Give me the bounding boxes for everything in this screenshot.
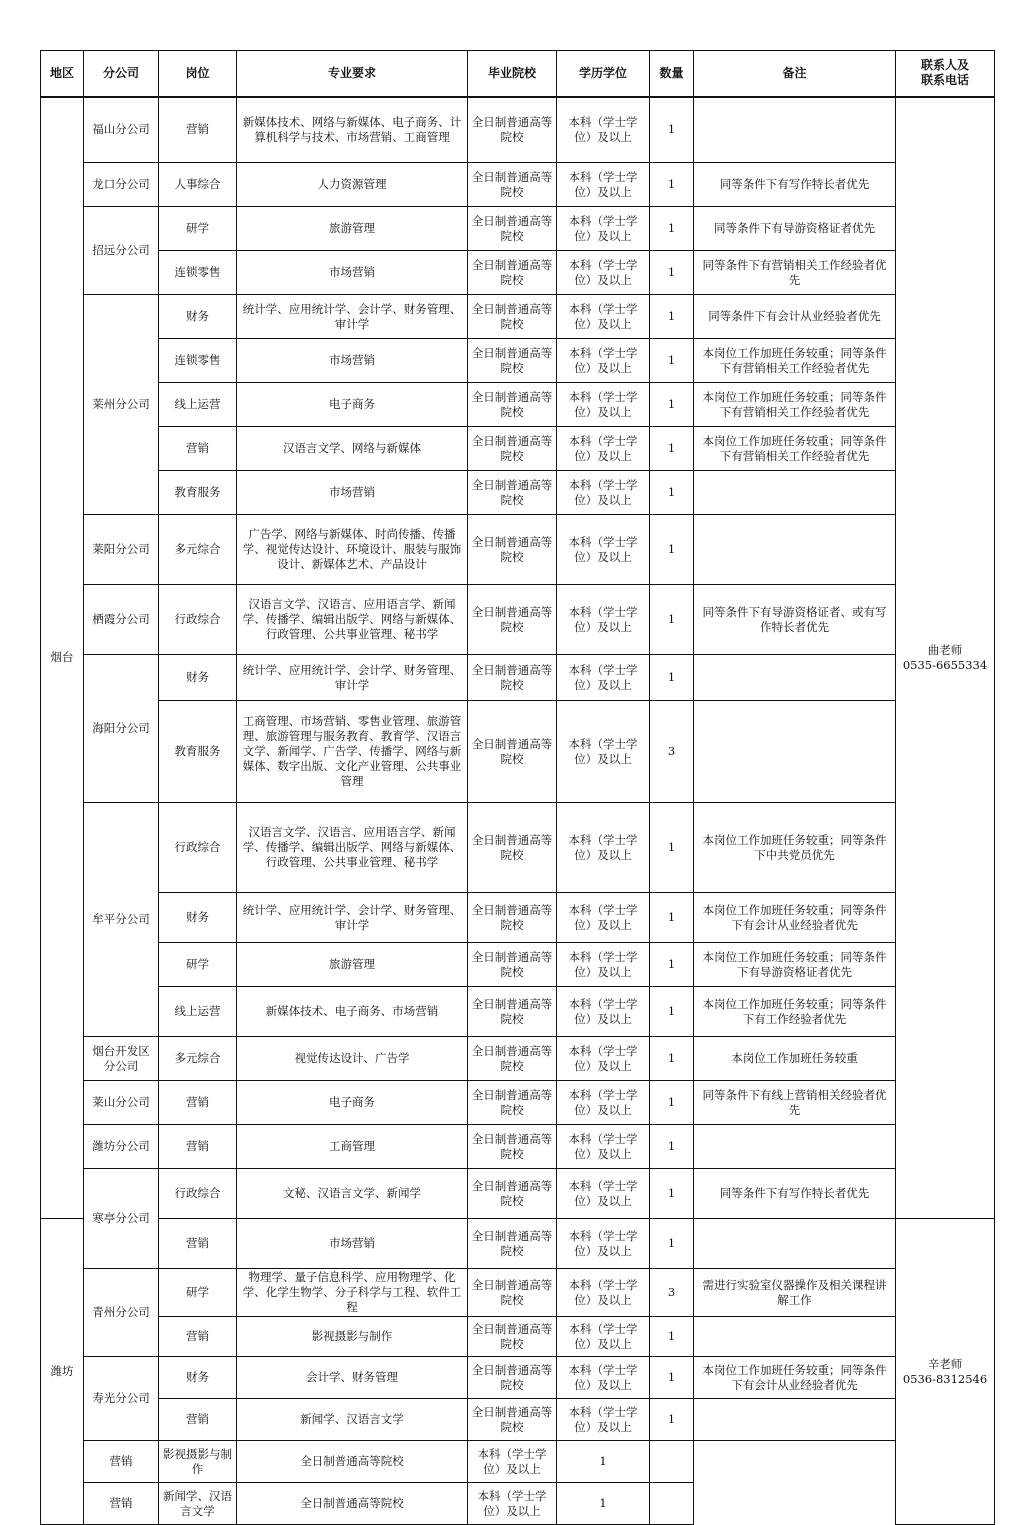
count-cell: 1	[650, 339, 694, 383]
note-cell	[694, 701, 896, 803]
post-cell: 多元综合	[159, 515, 237, 585]
note-cell: 本岗位工作加班任务较重；同等条件下有营销相关工作经验者优先	[694, 383, 896, 427]
table-row	[41, 515, 995, 585]
count-cell: 1	[650, 207, 694, 251]
post-cell: 连锁零售	[159, 251, 237, 295]
header-school: 毕业院校	[468, 51, 557, 97]
degree-cell: 本科（学士学位）及以上	[557, 295, 650, 339]
post-cell: 营销	[159, 1399, 237, 1441]
note-cell: 需进行实验室仪器操作及相关课程讲解工作	[694, 1269, 896, 1317]
school-cell: 全日制普通高等院校	[468, 585, 557, 655]
degree-cell: 本科（学士学位）及以上	[557, 987, 650, 1037]
degree-cell: 本科（学士学位）及以上	[557, 893, 650, 943]
post-cell: 线上运营	[159, 383, 237, 427]
major-cell: 统计学、应用统计学、会计学、财务管理、审计学	[237, 655, 468, 701]
note-cell: 同等条件下有写作特长者优先	[694, 1169, 896, 1219]
note-cell: 同等条件下有营销相关工作经验者优先	[694, 251, 896, 295]
degree-cell: 本科（学士学位）及以上	[557, 1081, 650, 1125]
school-cell: 全日制普通高等院校	[468, 1399, 557, 1441]
region-cell: 烟台	[41, 97, 84, 1219]
major-cell: 旅游管理	[237, 207, 468, 251]
note-cell: 本岗位工作加班任务较重；同等条件下有营销相关工作经验者优先	[694, 427, 896, 471]
branch-cell: 莱阳分公司	[84, 515, 159, 585]
note-cell	[694, 515, 896, 585]
major-cell: 人力资源管理	[237, 163, 468, 207]
major-cell: 广告学、网络与新媒体、时尚传播、传播学、视觉传达设计、环境设计、服装与服饰设计、新媒体艺术、产品设计	[237, 515, 468, 585]
branch-cell: 招远分公司	[84, 207, 159, 295]
table-row	[41, 1399, 995, 1441]
degree-cell: 本科（学士学位）及以上	[557, 655, 650, 701]
degree-cell: 本科（学士学位）及以上	[557, 1357, 650, 1399]
post-cell: 线上运营	[159, 987, 237, 1037]
count-cell: 1	[650, 1037, 694, 1081]
count-cell: 1	[650, 97, 694, 163]
post-cell: 营销	[159, 1125, 237, 1169]
table-row	[41, 943, 995, 987]
count-cell: 1	[650, 471, 694, 515]
major-cell: 汉语言文学、汉语言、应用语言学、新闻学、传播学、编辑出版学、网络与新媒体、行政管理、公共事业管理、秘书学	[237, 585, 468, 655]
contact-phone: 0536-8312546	[902, 1371, 988, 1386]
count-cell: 1	[650, 803, 694, 893]
note-cell	[694, 1125, 896, 1169]
major-cell: 会计学、财务管理	[237, 1357, 468, 1399]
school-cell: 全日制普通高等院校	[468, 987, 557, 1037]
note-cell: 本岗位工作加班任务较重；同等条件下中共党员优先	[694, 803, 896, 893]
post-cell: 研学	[159, 207, 237, 251]
count-cell: 1	[650, 1357, 694, 1399]
branch-cell: 莱山分公司	[84, 1081, 159, 1125]
major-cell: 旅游管理	[237, 943, 468, 987]
post-cell: 营销	[84, 1441, 159, 1483]
table-row	[41, 701, 995, 803]
branch-cell: 牟平分公司	[84, 803, 159, 1037]
table-row	[41, 383, 995, 427]
contact-cell	[896, 1219, 995, 1525]
branch-cell: 寿光分公司	[84, 1357, 159, 1441]
table-row	[41, 1037, 995, 1081]
table-row	[41, 163, 995, 207]
degree-cell: 本科（学士学位）及以上	[557, 97, 650, 163]
count-cell: 1	[650, 1169, 694, 1219]
post-cell: 财务	[159, 295, 237, 339]
count-cell: 1	[650, 1081, 694, 1125]
note-cell	[694, 1219, 896, 1269]
table-row	[41, 1441, 995, 1483]
note-cell	[650, 1483, 694, 1525]
note-cell: 同等条件下有线上营销相关经验者优先	[694, 1081, 896, 1125]
header-branch: 分公司	[84, 51, 159, 97]
major-cell: 新媒体技术、电子商务、市场营销	[237, 987, 468, 1037]
degree-cell: 本科（学士学位）及以上	[557, 1219, 650, 1269]
note-cell	[694, 1399, 896, 1441]
recruitment-table	[40, 50, 995, 1525]
count-cell: 1	[650, 1317, 694, 1357]
branch-cell: 寒亭分公司	[84, 1169, 159, 1269]
degree-cell: 本科（学士学位）及以上	[557, 515, 650, 585]
school-cell: 全日制普通高等院校	[468, 1219, 557, 1269]
degree-cell: 本科（学士学位）及以上	[557, 585, 650, 655]
post-cell: 财务	[159, 893, 237, 943]
degree-cell: 本科（学士学位）及以上	[557, 943, 650, 987]
post-cell: 营销	[159, 1317, 237, 1357]
post-cell: 营销	[159, 1081, 237, 1125]
post-cell: 人事综合	[159, 163, 237, 207]
major-cell: 电子商务	[237, 1081, 468, 1125]
table-row	[41, 339, 995, 383]
note-cell	[694, 471, 896, 515]
table-row	[41, 1081, 995, 1125]
table-row	[41, 655, 995, 701]
note-cell: 本岗位工作加班任务较重；同等条件下有会计从业经验者优先	[694, 1357, 896, 1399]
school-cell: 全日制普通高等院校	[468, 1269, 557, 1317]
count-cell: 1	[650, 163, 694, 207]
major-cell: 影视摄影与制作	[159, 1441, 237, 1483]
school-cell: 全日制普通高等院校	[468, 1125, 557, 1169]
degree-cell: 本科（学士学位）及以上	[557, 251, 650, 295]
post-cell: 营销	[159, 97, 237, 163]
note-cell: 本岗位工作加班任务较重；同等条件下有营销相关工作经验者优先	[694, 339, 896, 383]
degree-cell: 本科（学士学位）及以上	[557, 1269, 650, 1317]
school-cell: 全日制普通高等院校	[468, 893, 557, 943]
post-cell: 财务	[159, 655, 237, 701]
note-cell	[650, 1441, 694, 1483]
count-cell: 1	[650, 383, 694, 427]
degree-cell: 本科（学士学位）及以上	[557, 1037, 650, 1081]
note-cell: 本岗位工作加班任务较重；同等条件下有会计从业经验者优先	[694, 893, 896, 943]
post-cell: 财务	[159, 1357, 237, 1399]
count-cell: 1	[650, 1219, 694, 1269]
major-cell: 汉语言文学、网络与新媒体	[237, 427, 468, 471]
count-cell: 1	[650, 427, 694, 471]
degree-cell: 本科（学士学位）及以上	[557, 427, 650, 471]
degree-cell: 本科（学士学位）及以上	[557, 803, 650, 893]
note-cell	[694, 655, 896, 701]
branch-cell: 莱州分公司	[84, 295, 159, 515]
major-cell: 市场营销	[237, 251, 468, 295]
school-cell: 全日制普通高等院校	[468, 515, 557, 585]
school-cell: 全日制普通高等院校	[237, 1483, 468, 1525]
header-major: 专业要求	[237, 51, 468, 97]
region-cell: 潍坊	[41, 1219, 84, 1525]
degree-cell: 本科（学士学位）及以上	[557, 383, 650, 427]
header-post: 岗位	[159, 51, 237, 97]
note-cell: 同等条件下有写作特长者优先	[694, 163, 896, 207]
degree-cell: 本科（学士学位）及以上	[557, 471, 650, 515]
post-cell: 行政综合	[159, 1169, 237, 1219]
note-cell: 本岗位工作加班任务较重	[694, 1037, 896, 1081]
header-degree: 学历学位	[557, 51, 650, 97]
count-cell: 1	[650, 295, 694, 339]
degree-cell: 本科（学士学位）及以上	[468, 1483, 557, 1525]
school-cell: 全日制普通高等院校	[468, 1357, 557, 1399]
school-cell: 全日制普通高等院校	[468, 427, 557, 471]
table-row	[41, 1219, 995, 1269]
table-row	[41, 1125, 995, 1169]
table-row	[41, 1317, 995, 1357]
header-contact-line2: 联系电话	[920, 73, 969, 88]
note-cell	[694, 1317, 896, 1357]
post-cell: 连锁零售	[159, 339, 237, 383]
school-cell: 全日制普通高等院校	[468, 383, 557, 427]
degree-cell: 本科（学士学位）及以上	[468, 1441, 557, 1483]
table-row	[41, 1169, 995, 1219]
contact-cell	[896, 97, 995, 1219]
table-row	[41, 803, 995, 893]
school-cell: 全日制普通高等院校	[468, 1081, 557, 1125]
school-cell: 全日制普通高等院校	[468, 251, 557, 295]
school-cell: 全日制普通高等院校	[468, 1317, 557, 1357]
table-row	[41, 251, 995, 295]
branch-cell: 龙口分公司	[84, 163, 159, 207]
count-cell: 1	[650, 1125, 694, 1169]
count-cell: 3	[650, 1269, 694, 1317]
school-cell: 全日制普通高等院校	[468, 471, 557, 515]
table-row	[41, 1483, 995, 1525]
major-cell: 文秘、汉语言文学、新闻学	[237, 1169, 468, 1219]
school-cell: 全日制普通高等院校	[468, 295, 557, 339]
table-row	[41, 585, 995, 655]
header-note: 备注	[694, 51, 896, 97]
table-row	[41, 295, 995, 339]
post-cell: 营销	[159, 427, 237, 471]
major-cell: 市场营销	[237, 339, 468, 383]
major-cell: 电子商务	[237, 383, 468, 427]
post-cell: 研学	[159, 943, 237, 987]
header-count: 数量	[650, 51, 694, 97]
header-row	[41, 51, 995, 97]
table-row	[41, 97, 995, 163]
table-row	[41, 987, 995, 1037]
post-cell: 营销	[84, 1483, 159, 1525]
count-cell: 1	[650, 655, 694, 701]
count-cell: 1	[650, 251, 694, 295]
contact-name: 辛老师	[927, 1356, 963, 1371]
count-cell: 1	[557, 1441, 650, 1483]
degree-cell: 本科（学士学位）及以上	[557, 1169, 650, 1219]
branch-cell: 烟台开发区分公司	[84, 1037, 159, 1081]
table-row	[41, 427, 995, 471]
header-region: 地区	[41, 51, 84, 97]
post-cell: 行政综合	[159, 585, 237, 655]
major-cell: 影视摄影与制作	[237, 1317, 468, 1357]
degree-cell: 本科（学士学位）及以上	[557, 1125, 650, 1169]
table-row	[41, 1357, 995, 1399]
branch-cell: 青州分公司	[84, 1269, 159, 1357]
degree-cell: 本科（学士学位）及以上	[557, 207, 650, 251]
table-row	[41, 1269, 995, 1317]
count-cell: 1	[557, 1483, 650, 1525]
table-row	[41, 893, 995, 943]
count-cell: 3	[650, 701, 694, 803]
school-cell: 全日制普通高等院校	[468, 655, 557, 701]
school-cell: 全日制普通高等院校	[468, 97, 557, 163]
degree-cell: 本科（学士学位）及以上	[557, 1399, 650, 1441]
branch-cell: 福山分公司	[84, 97, 159, 163]
count-cell: 1	[650, 893, 694, 943]
school-cell: 全日制普通高等院校	[468, 943, 557, 987]
degree-cell: 本科（学士学位）及以上	[557, 163, 650, 207]
school-cell: 全日制普通高等院校	[468, 163, 557, 207]
major-cell: 新闻学、汉语言文学	[237, 1399, 468, 1441]
major-cell: 新媒体技术、网络与新媒体、电子商务、计算机科学与技术、市场营销、工商管理	[237, 97, 468, 163]
branch-cell: 潍坊分公司	[84, 1125, 159, 1169]
school-cell: 全日制普通高等院校	[468, 701, 557, 803]
degree-cell: 本科（学士学位）及以上	[557, 701, 650, 803]
major-cell: 汉语言文学、汉语言、应用语言学、新闻学、传播学、编辑出版学、网络与新媒体、行政管理、公共事业管理、秘书学	[237, 803, 468, 893]
post-cell: 营销	[159, 1219, 237, 1269]
post-cell: 行政综合	[159, 803, 237, 893]
school-cell: 全日制普通高等院校	[468, 1169, 557, 1219]
degree-cell: 本科（学士学位）及以上	[557, 1317, 650, 1357]
major-cell: 视觉传达设计、广告学	[237, 1037, 468, 1081]
post-cell: 教育服务	[159, 471, 237, 515]
note-cell	[694, 97, 896, 163]
major-cell: 新闻学、汉语言文学	[159, 1483, 237, 1525]
major-cell: 统计学、应用统计学、会计学、财务管理、审计学	[237, 893, 468, 943]
table-body	[41, 97, 995, 1525]
post-cell: 教育服务	[159, 701, 237, 803]
note-cell: 本岗位工作加班任务较重；同等条件下有导游资格证者优先	[694, 943, 896, 987]
count-cell: 1	[650, 987, 694, 1037]
count-cell: 1	[650, 943, 694, 987]
major-cell: 统计学、应用统计学、会计学、财务管理、审计学	[237, 295, 468, 339]
school-cell: 全日制普通高等院校	[468, 1037, 557, 1081]
branch-cell: 海阳分公司	[84, 655, 159, 803]
note-cell: 同等条件下有会计从业经验者优先	[694, 295, 896, 339]
count-cell: 1	[650, 585, 694, 655]
contact-phone: 0535-6655334	[902, 657, 988, 672]
major-cell: 物理学、量子信息科学、应用物理学、化学、化学生物学、分子科学与工程、软件工程	[237, 1269, 468, 1317]
post-cell: 多元综合	[159, 1037, 237, 1081]
note-cell: 同等条件下有导游资格证者、或有写作特长者优先	[694, 585, 896, 655]
contact-name: 曲老师	[927, 642, 963, 657]
header-contact	[896, 51, 995, 97]
major-cell: 工商管理、市场营销、零售业管理、旅游管理、旅游管理与服务教育、教育学、汉语言文学、新闻学、广告学、传播学、网络与新媒体、数字出版、文化产业管理、公共事业管理	[237, 701, 468, 803]
count-cell: 1	[650, 515, 694, 585]
school-cell: 全日制普通高等院校	[237, 1441, 468, 1483]
school-cell: 全日制普通高等院校	[468, 803, 557, 893]
major-cell: 工商管理	[237, 1125, 468, 1169]
count-cell: 1	[650, 1399, 694, 1441]
table-row	[41, 471, 995, 515]
note-cell: 同等条件下有导游资格证者优先	[694, 207, 896, 251]
branch-cell: 栖霞分公司	[84, 585, 159, 655]
post-cell: 研学	[159, 1269, 237, 1317]
degree-cell: 本科（学士学位）及以上	[557, 339, 650, 383]
header-contact-line1: 联系人及	[920, 58, 969, 73]
school-cell: 全日制普通高等院校	[468, 339, 557, 383]
major-cell: 市场营销	[237, 471, 468, 515]
note-cell: 本岗位工作加班任务较重；同等条件下有工作经验者优先	[694, 987, 896, 1037]
table-row	[41, 207, 995, 251]
school-cell: 全日制普通高等院校	[468, 207, 557, 251]
major-cell: 市场营销	[237, 1219, 468, 1269]
